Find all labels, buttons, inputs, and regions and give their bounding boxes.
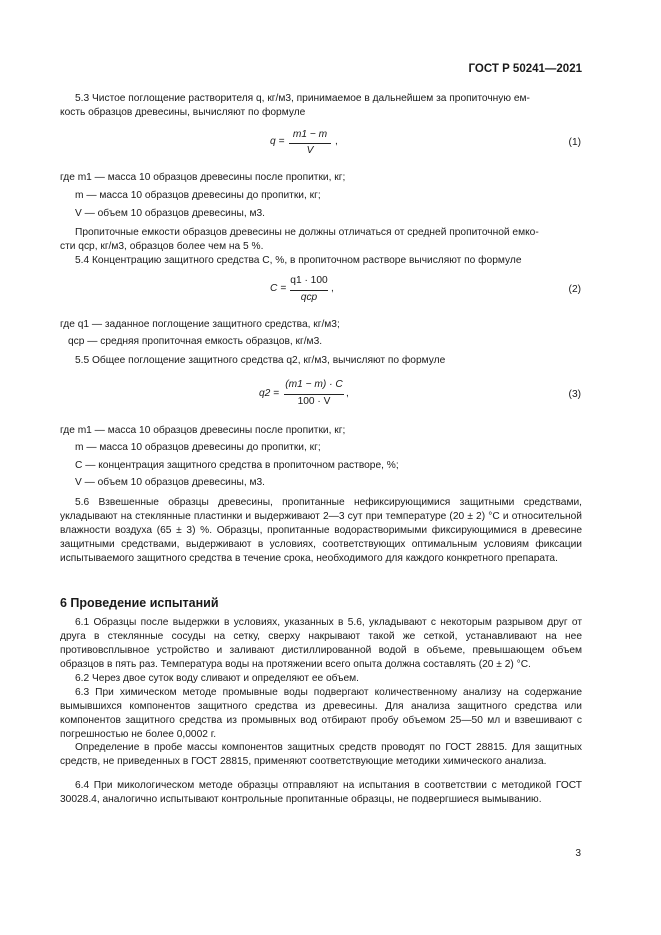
formula-2-denominator: qср	[300, 292, 318, 303]
where-2-line-2: qср — средняя пропиточная емкость образцов, кг/м3.	[68, 336, 323, 347]
formula-3-lhs: q2 =	[259, 388, 280, 399]
clause-6-1: 6.1 Образцы после выдержки в условиях, указанных в 5.6, укладывают с некоторым разрывом друг от друга в стеклянные сосуды на сетку, сверху накрывают такой же сеткой, устанавливают на нее противовсплывное устройство и заливают дистиллированной водой в объеме, превышающем объем образцов в пять раз. Температура воды на протяжении всего опыта должна составлять (20 ± 2) °С.	[60, 617, 582, 670]
standard-header: ГОСТ Р 50241—2021	[468, 63, 582, 75]
clause-5-3-line-1: 5.3 Чистое поглощение растворителя q, кг/м3, принимаемое в дальнейшем за пропиточную ем-	[75, 93, 530, 104]
formula-1-lhs: q =	[270, 136, 285, 147]
formula-3-fraction-bar	[284, 394, 344, 395]
formula-1-denominator: V	[306, 145, 314, 156]
page-number: 3	[575, 848, 581, 859]
formula-3-numerator: (m1 − m) · C	[285, 379, 343, 390]
capacity-paragraph-line-2: сти qср, кг/м3, образцов более чем на 5 %.	[60, 241, 264, 252]
clause-5-5: 5.5 Общее поглощение защитного средства q2, кг/м3, вычисляют по формуле	[75, 355, 446, 366]
clause-6-4: 6.4 При микологическом методе образцы отправляют на испытания в соответствии с методикой ГОСТ 30028.4, аналогично испытывают контрольные пропитанные образцы, не подвергшиеся вымыванию.	[60, 780, 582, 805]
where-3-line-2: m — масса 10 образцов древесины до пропитки, кг;	[75, 442, 321, 453]
where-1-line-1: где m1 — масса 10 образцов древесины после пропитки, кг;	[60, 172, 346, 183]
formula-2-lhs: C =	[270, 283, 287, 294]
where-3-line-1: где m1 — масса 10 образцов древесины после пропитки, кг;	[60, 425, 346, 436]
formula-2-fraction-bar	[290, 290, 328, 291]
formula-3-tail: ,	[346, 388, 349, 399]
where-1-line-2: m — масса 10 образцов древесины до пропитки, кг;	[75, 190, 321, 201]
formula-2-number: (2)	[568, 284, 581, 295]
formula-1-fraction-bar	[289, 143, 331, 144]
where-3-line-4: V — объем 10 образцов древесины, м3.	[75, 477, 265, 488]
clause-5-6: 5.6 Взвешенные образцы древесины, пропитанные нефиксирующимися защитными средствами, укладывают на стеклянные пластинки и выдерживают 2—3 сут при температуре (20 ± 2) °С и относительной влажности воздуха (65 ± 3) %. Образцы, пропитанные водорастворимыми фиксирующимися в древесине защитными средствами, выдерживают в условиях, соответствующих оптимальным условиям фиксации испытываемого защитного средства в течение срока, необходимого для каждого конкретного препарата.	[60, 497, 582, 564]
clause-6-3: 6.3 При химическом методе промывные воды подвергают количественному анализу на содержание вымывшихся компонентов защитного средства из древесины. Для анализа защитного средства или компонентов защитного средства из промывных вод отбирают пробу объемом 25—50 мл и взвешивают с погрешностью не более 0,0002 г.	[60, 687, 582, 740]
where-2-line-1: где q1 — заданное поглощение защитного средства, кг/м3;	[60, 319, 340, 330]
formula-2-numerator: q1 · 100	[290, 275, 328, 286]
where-1-line-3: V — объем 10 образцов древесины, м3.	[75, 208, 265, 219]
clause-5-4: 5.4 Концентрацию защитного средства С, %, в пропиточном растворе вычисляют по формуле	[75, 255, 522, 266]
formula-3-number: (3)	[568, 389, 581, 400]
formula-3-denominator: 100 · V	[297, 396, 331, 407]
capacity-paragraph-line-1: Пропиточные емкости образцов древесины не должны отличаться от средней пропиточной емко-	[75, 227, 539, 238]
section-6-heading: 6 Проведение испытаний	[60, 596, 219, 610]
clause-6-2: 6.2 Через двое суток воду сливают и определяют ее объем.	[75, 673, 360, 684]
formula-1-numerator: m1 − m	[292, 129, 328, 140]
clause-6-3-continued: Определение в пробе массы компонентов защитных средств проводят по ГОСТ 28815. Для защитных средств, не приведенных в ГОСТ 28815, применяют соответствующие методики химического анализа.	[60, 742, 582, 767]
where-3-line-3: C — концентрация защитного средства в пропиточном растворе, %;	[75, 460, 399, 471]
formula-1-tail: ,	[335, 136, 338, 147]
formula-2-tail: ,	[331, 283, 334, 294]
clause-5-3-line-2: кость образцов древесины, вычисляют по формуле	[60, 107, 306, 118]
formula-1-number: (1)	[568, 137, 581, 148]
